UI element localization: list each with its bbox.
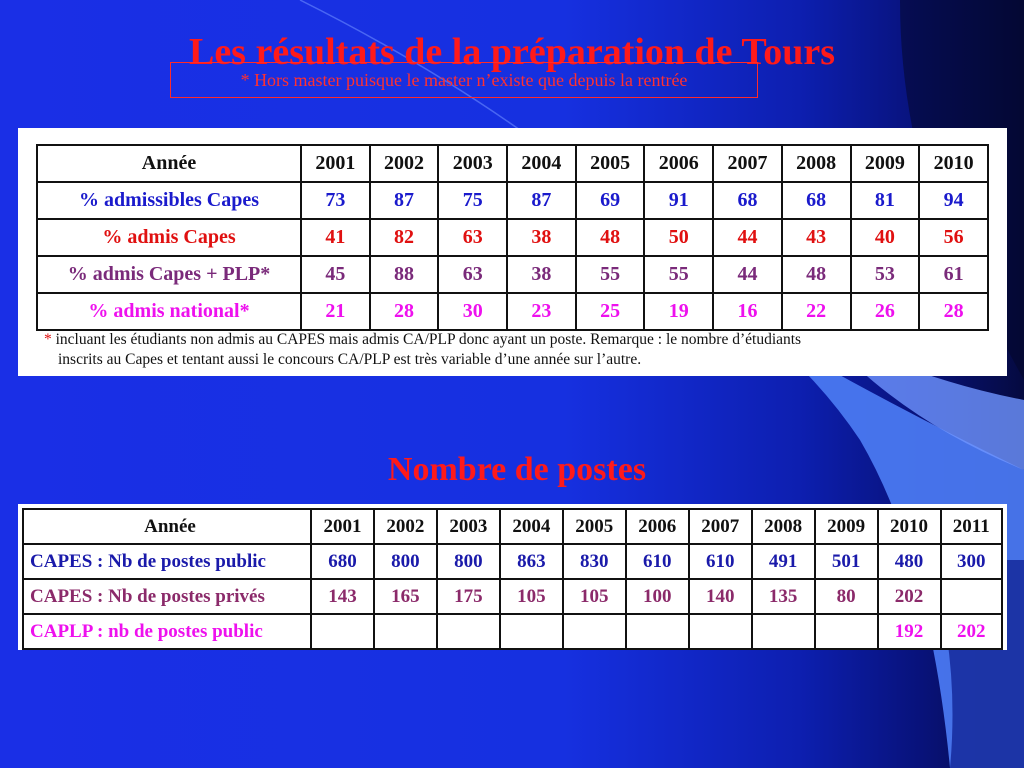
table-cell bbox=[374, 614, 437, 649]
table-cell: 69 bbox=[576, 182, 645, 219]
row-admissibles-capes bbox=[37, 182, 988, 219]
table-cell: 68 bbox=[713, 182, 782, 219]
table-cell bbox=[500, 614, 563, 649]
postes-year: 2003 bbox=[437, 509, 500, 544]
table-cell: 48 bbox=[782, 256, 851, 293]
results-year: 2009 bbox=[851, 145, 920, 182]
row-label: CAPES : Nb de postes public bbox=[23, 544, 311, 579]
row-label: CAPLP : nb de postes public bbox=[23, 614, 311, 649]
table-cell: 610 bbox=[626, 544, 689, 579]
table-cell: 80 bbox=[815, 579, 878, 614]
table-cell bbox=[815, 614, 878, 649]
row-capes-prives bbox=[23, 579, 1002, 614]
postes-year: 2009 bbox=[815, 509, 878, 544]
table-cell: 38 bbox=[507, 219, 576, 256]
row-label: % admis Capes bbox=[37, 219, 301, 256]
table-cell: 491 bbox=[752, 544, 815, 579]
results-year: 2003 bbox=[438, 145, 507, 182]
table-cell: 800 bbox=[374, 544, 437, 579]
table-cell: 21 bbox=[301, 293, 370, 330]
table-cell: 165 bbox=[374, 579, 437, 614]
table-cell: 175 bbox=[437, 579, 500, 614]
postes-year: 2004 bbox=[500, 509, 563, 544]
table-cell: 143 bbox=[311, 579, 374, 614]
table-cell: 105 bbox=[563, 579, 626, 614]
master-note: * Hors master puisque le master n’existe que depuis la rentrée bbox=[170, 62, 758, 98]
row-label: % admissibles Capes bbox=[37, 182, 301, 219]
table-cell: 43 bbox=[782, 219, 851, 256]
table-cell: 830 bbox=[563, 544, 626, 579]
table-cell: 55 bbox=[576, 256, 645, 293]
row-caplp-public bbox=[23, 614, 1002, 649]
page-title: Les résultats de la préparation de Tours bbox=[188, 31, 836, 73]
table-cell bbox=[563, 614, 626, 649]
results-year: 2008 bbox=[782, 145, 851, 182]
table-cell: 87 bbox=[370, 182, 439, 219]
row-admis-capes bbox=[37, 219, 988, 256]
table-cell: 135 bbox=[752, 579, 815, 614]
table-cell: 25 bbox=[576, 293, 645, 330]
table-cell: 48 bbox=[576, 219, 645, 256]
table-cell: 22 bbox=[782, 293, 851, 330]
table-cell: 40 bbox=[851, 219, 920, 256]
table-cell: 82 bbox=[370, 219, 439, 256]
table-cell bbox=[941, 579, 1002, 614]
results-year: 2007 bbox=[713, 145, 782, 182]
table-cell: 88 bbox=[370, 256, 439, 293]
table-cell: 100 bbox=[626, 579, 689, 614]
results-table bbox=[36, 144, 989, 331]
table-cell: 63 bbox=[438, 256, 507, 293]
table-cell bbox=[311, 614, 374, 649]
table-cell: 61 bbox=[919, 256, 988, 293]
results-year: 2005 bbox=[576, 145, 645, 182]
table-cell: 140 bbox=[689, 579, 752, 614]
postes-title: Nombre de postes bbox=[387, 451, 647, 488]
footnote-line-2: inscrits au Capes et tentant aussi le concours CA/PLP est très variable d’une année sur l’autre. bbox=[58, 351, 642, 368]
table-cell: 38 bbox=[507, 256, 576, 293]
results-year: 2002 bbox=[370, 145, 439, 182]
table-cell: 73 bbox=[301, 182, 370, 219]
row-label: % admis national* bbox=[37, 293, 301, 330]
postes-header-row bbox=[23, 509, 1002, 544]
table-cell: 863 bbox=[500, 544, 563, 579]
table-cell: 63 bbox=[438, 219, 507, 256]
table-cell: 91 bbox=[644, 182, 713, 219]
table-cell: 75 bbox=[438, 182, 507, 219]
table-cell: 19 bbox=[644, 293, 713, 330]
footnote-line-1: incluant les étudiants non admis au CAPES mais admis CA/PLP donc ayant un poste. Remarque : le nombre d’étudiants bbox=[55, 331, 802, 348]
postes-header-label: Année bbox=[23, 509, 311, 544]
results-header-row bbox=[37, 145, 988, 182]
postes-year: 2007 bbox=[689, 509, 752, 544]
table-cell: 45 bbox=[301, 256, 370, 293]
postes-year: 2006 bbox=[626, 509, 689, 544]
footnote-star: * bbox=[44, 331, 52, 348]
table-cell: 44 bbox=[713, 256, 782, 293]
results-header-label: Année bbox=[37, 145, 301, 182]
row-admis-capes-plp bbox=[37, 256, 988, 293]
results-panel bbox=[18, 128, 1007, 376]
table-cell: 202 bbox=[941, 614, 1002, 649]
table-cell: 800 bbox=[437, 544, 500, 579]
postes-year: 2001 bbox=[311, 509, 374, 544]
results-year: 2006 bbox=[644, 145, 713, 182]
table-cell bbox=[752, 614, 815, 649]
table-cell: 501 bbox=[815, 544, 878, 579]
table-cell bbox=[437, 614, 500, 649]
table-cell: 94 bbox=[919, 182, 988, 219]
postes-year: 2005 bbox=[563, 509, 626, 544]
results-footnote bbox=[44, 330, 974, 370]
results-year: 2004 bbox=[507, 145, 576, 182]
table-cell: 53 bbox=[851, 256, 920, 293]
postes-year: 2011 bbox=[941, 509, 1002, 544]
table-cell bbox=[689, 614, 752, 649]
table-cell: 56 bbox=[919, 219, 988, 256]
table-cell: 44 bbox=[713, 219, 782, 256]
table-cell: 68 bbox=[782, 182, 851, 219]
postes-year: 2010 bbox=[878, 509, 941, 544]
table-cell: 300 bbox=[941, 544, 1002, 579]
table-cell: 50 bbox=[644, 219, 713, 256]
table-cell: 610 bbox=[689, 544, 752, 579]
table-cell: 16 bbox=[713, 293, 782, 330]
row-capes-public bbox=[23, 544, 1002, 579]
table-cell: 28 bbox=[919, 293, 988, 330]
postes-year: 2002 bbox=[374, 509, 437, 544]
postes-year: 2008 bbox=[752, 509, 815, 544]
results-year: 2001 bbox=[301, 145, 370, 182]
table-cell: 81 bbox=[851, 182, 920, 219]
table-cell bbox=[626, 614, 689, 649]
table-cell: 105 bbox=[500, 579, 563, 614]
row-admis-national bbox=[37, 293, 988, 330]
table-cell: 26 bbox=[851, 293, 920, 330]
table-cell: 23 bbox=[507, 293, 576, 330]
table-cell: 480 bbox=[878, 544, 941, 579]
table-cell: 30 bbox=[438, 293, 507, 330]
table-cell: 680 bbox=[311, 544, 374, 579]
table-cell: 87 bbox=[507, 182, 576, 219]
postes-panel bbox=[18, 504, 1007, 650]
row-label: CAPES : Nb de postes privés bbox=[23, 579, 311, 614]
row-label: % admis Capes + PLP* bbox=[37, 256, 301, 293]
postes-table bbox=[22, 508, 1003, 650]
results-year: 2010 bbox=[919, 145, 988, 182]
table-cell: 202 bbox=[878, 579, 941, 614]
table-cell: 192 bbox=[878, 614, 941, 649]
table-cell: 28 bbox=[370, 293, 439, 330]
table-cell: 55 bbox=[644, 256, 713, 293]
table-cell: 41 bbox=[301, 219, 370, 256]
